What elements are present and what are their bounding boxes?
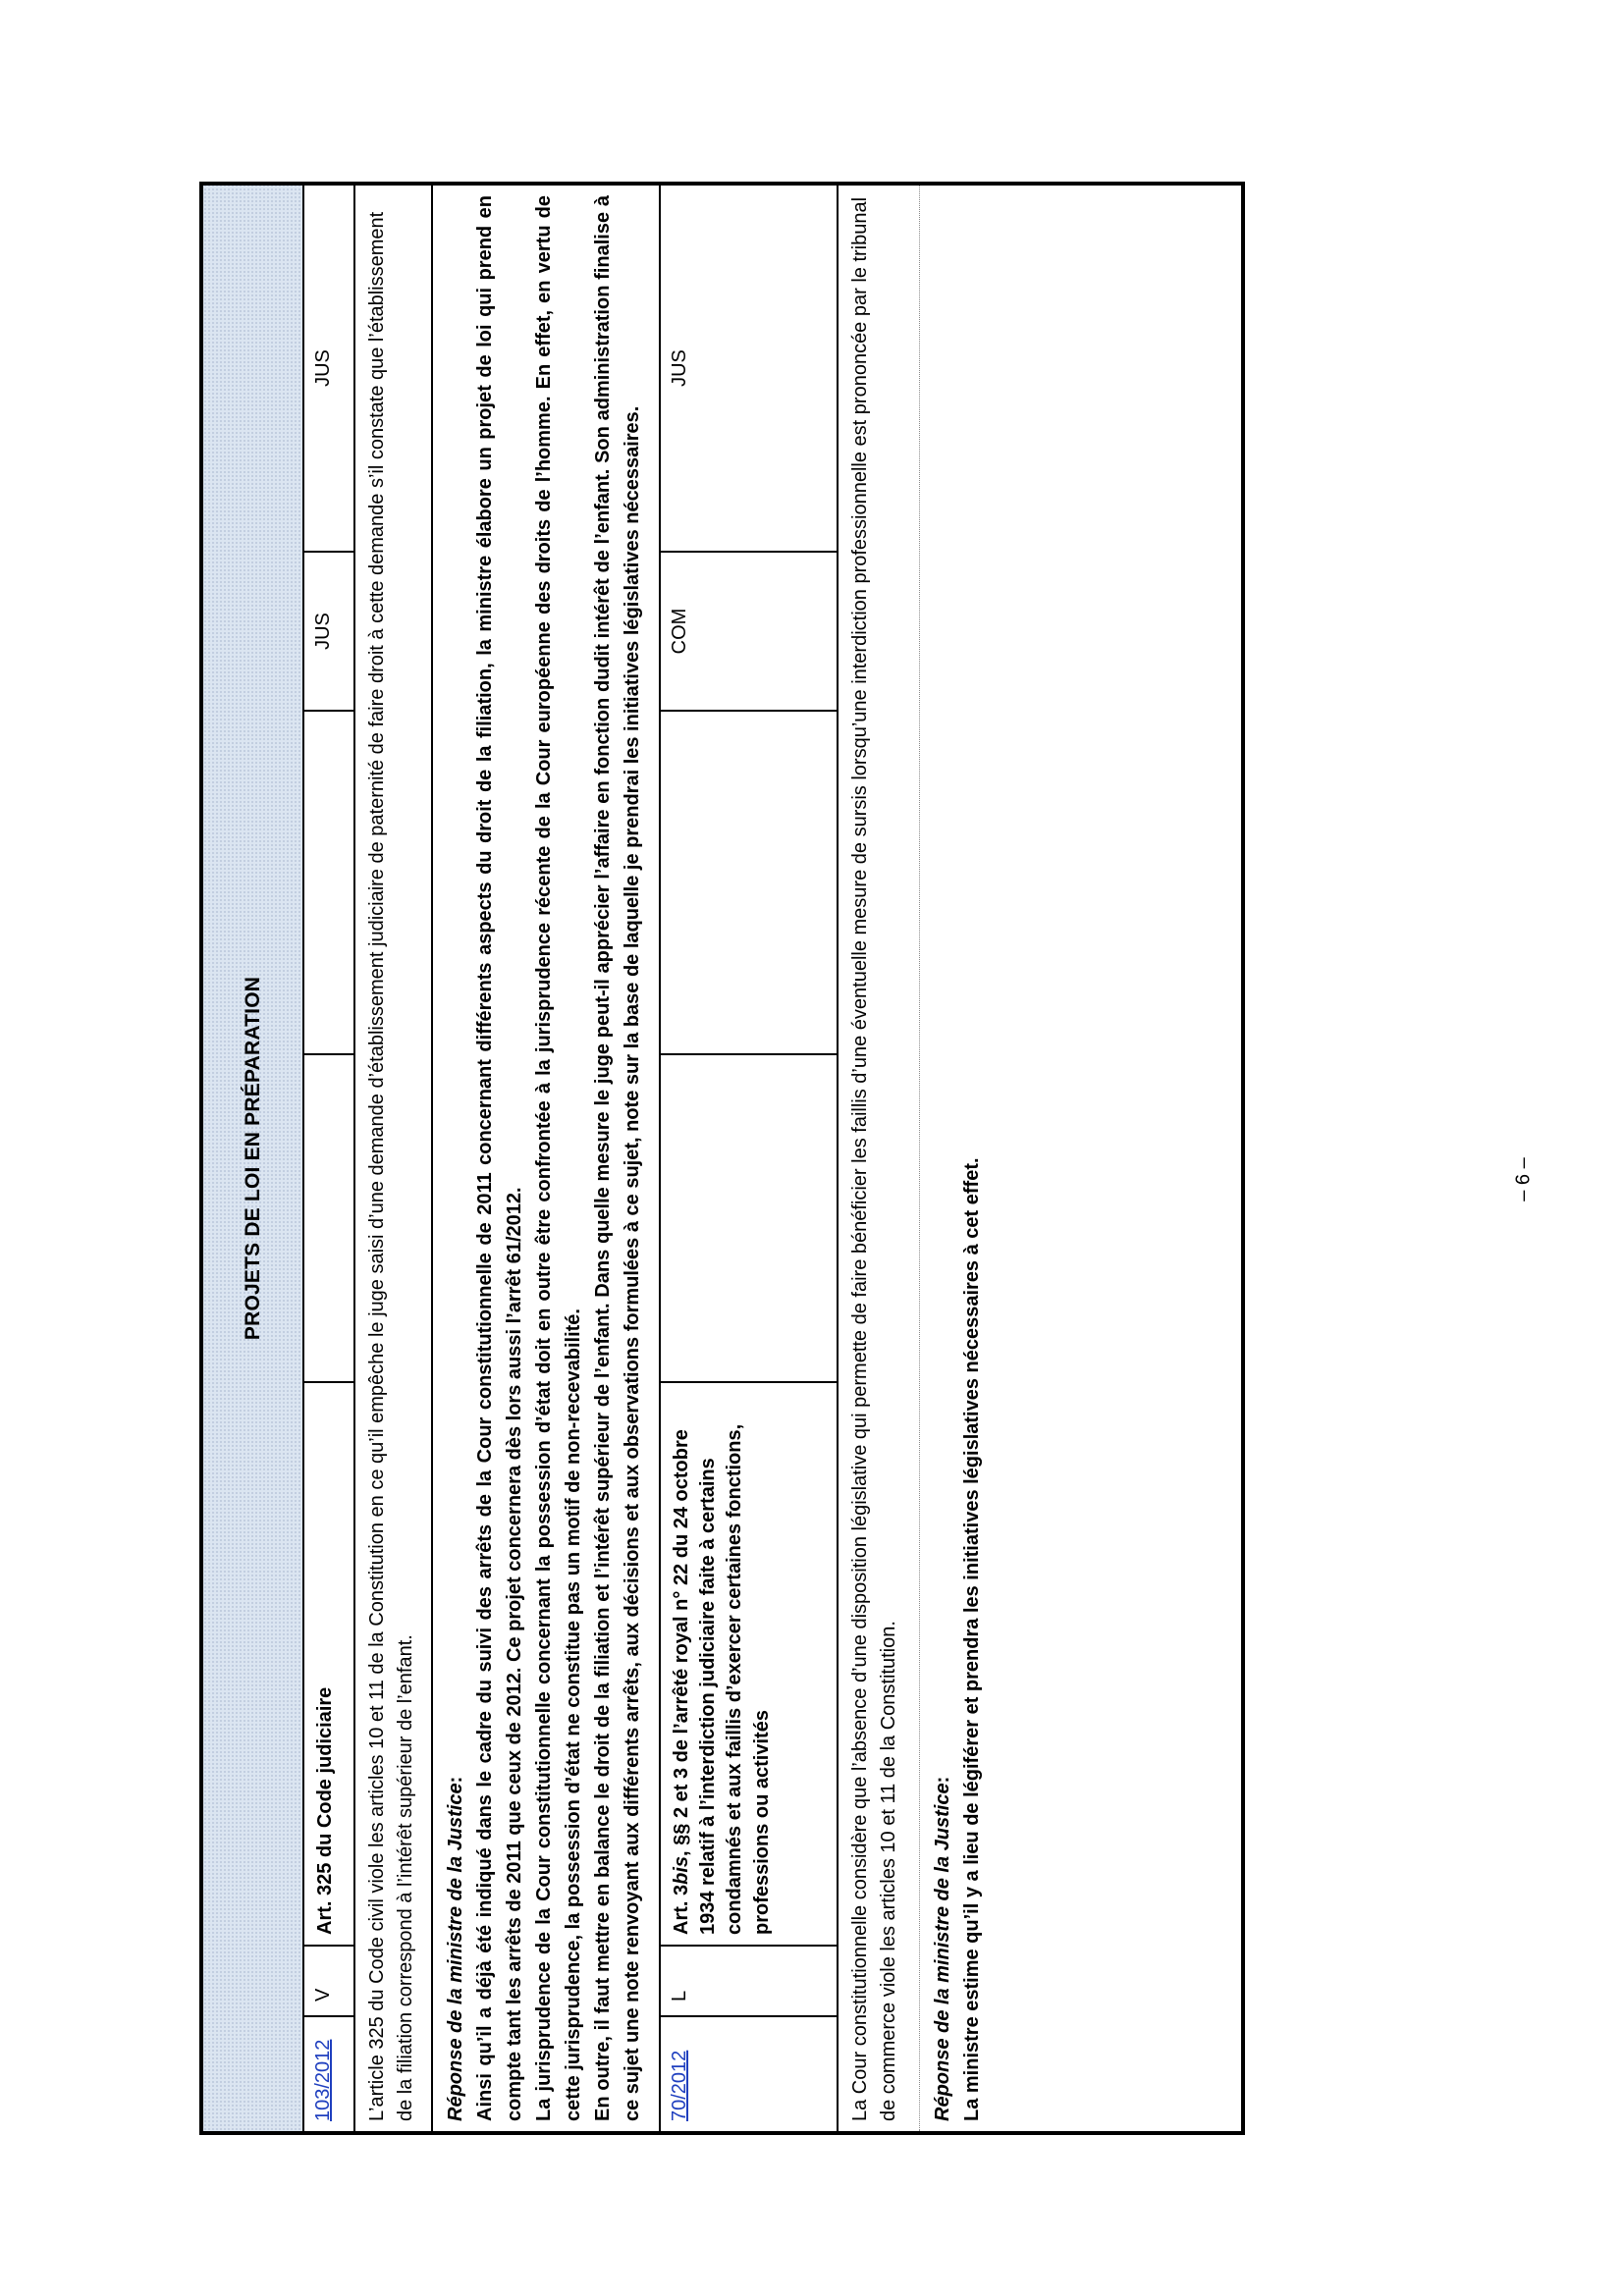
department-cell: JUS	[304, 551, 353, 710]
case-link-70-2012[interactable]: 70/2012	[669, 2050, 690, 2121]
department-cell: JUS	[669, 349, 690, 387]
minister-response	[919, 186, 1241, 2131]
department-cell: COM	[661, 551, 837, 710]
table-row	[661, 186, 839, 2131]
response-paragraph: La ministre estime qu’il y a lieu de légiférer et prendra les initiatives législatives nécessaires à cet effet.	[961, 1157, 983, 2121]
case-number-cell	[304, 2015, 353, 2131]
case-description: L’article 325 du Code civil viole les articles 10 et 11 de la Constitution en ce qu’il empêche le juge saisi d’une demande d’établissement judiciaire de paternité de faire droit à cette demande s’il constate que l’établissement de la filiation correspond à l’intérêt supérieur de l’enfant.	[355, 186, 433, 2131]
response-title: Réponse de la ministre de la Justice:	[932, 1776, 953, 2121]
table-row	[304, 186, 355, 2131]
language-cell: L	[661, 1945, 837, 2015]
case-description: La Cour constitutionnelle considère que l’absence d’une disposition législative qui permette de faire bénéficier les faillis d’une éventuelle mesure de sursis lorsqu’une interdiction professionnelle est prononcée par le tribunal de commerce viole les articles 10 et 11 de la Constitution.	[849, 196, 899, 2121]
page-number: – 6 –	[1512, 1157, 1535, 1201]
response-paragraph: En outre, il faut mettre en balance le droit de la filiation et l’intérêt supérieur de l’enfant. Dans quelle mesure le juge peut-il apprécier l’affaire en fonction dudit intérêt de l’enfant. Son administration finalise à ce sujet une note renvoyant aux différents arrêts, aux décisions et aux observations formulées à ce sujet, note sur la base de laquelle je prendrai les initiatives législatives nécessaires.	[592, 195, 643, 2121]
empty-cell	[304, 1053, 353, 1381]
article-cell: Art. 325 du Code judiciaire	[304, 1381, 353, 1945]
empty-cell	[304, 710, 353, 1053]
response-paragraph: Ainsi qu’il a déjà été indiqué dans le cadre du suivi des arrêts de la Cour constitutionnelle de 2011 concernant différents aspects du droit de la filiation, la ministre élabore un projet de loi qui prend en compte tant les arrêts de 2011 que ceux de 2012. Ce projet concernera dès lors aussi l’arrêt 61/2012.	[474, 195, 525, 2121]
response-paragraph: La jurisprudence de la Cour constitutionnelle concernant la possession d’état doit en outre être confrontée à la jurisprudence récente de la Cour européenne des droits de l’homme. En effet, en vertu de cette jurisprudence, la possession d’état ne constitue pas un motif de non-recevabilité.	[533, 195, 584, 2121]
response-title: Réponse de la ministre de la Justice:	[445, 1776, 466, 2121]
table-header	[203, 186, 304, 2131]
article-cell: Art. 3bis, §§ 2 et 3 de l’arrêté royal n° 22 du 24 octobre 1934 relatif à l’interdiction judiciaire faite à certains condamnés et aux faillis d’exercer certaines fonctions, professions ou activités	[661, 1381, 837, 1945]
rotated-document	[199, 182, 1245, 2135]
language-cell: V	[304, 1945, 353, 2015]
empty-cell	[661, 1053, 837, 1381]
bills-table	[199, 182, 1245, 2135]
case-number-cell	[661, 2015, 837, 2131]
minister-response	[433, 186, 661, 2131]
department-cell: JUS	[312, 349, 334, 387]
empty-cell	[661, 710, 837, 1053]
table-title: PROJETS DE LOI EN PRÉPARATION	[241, 976, 264, 1341]
case-link-103-2012[interactable]: 103/2012	[312, 2039, 334, 2121]
